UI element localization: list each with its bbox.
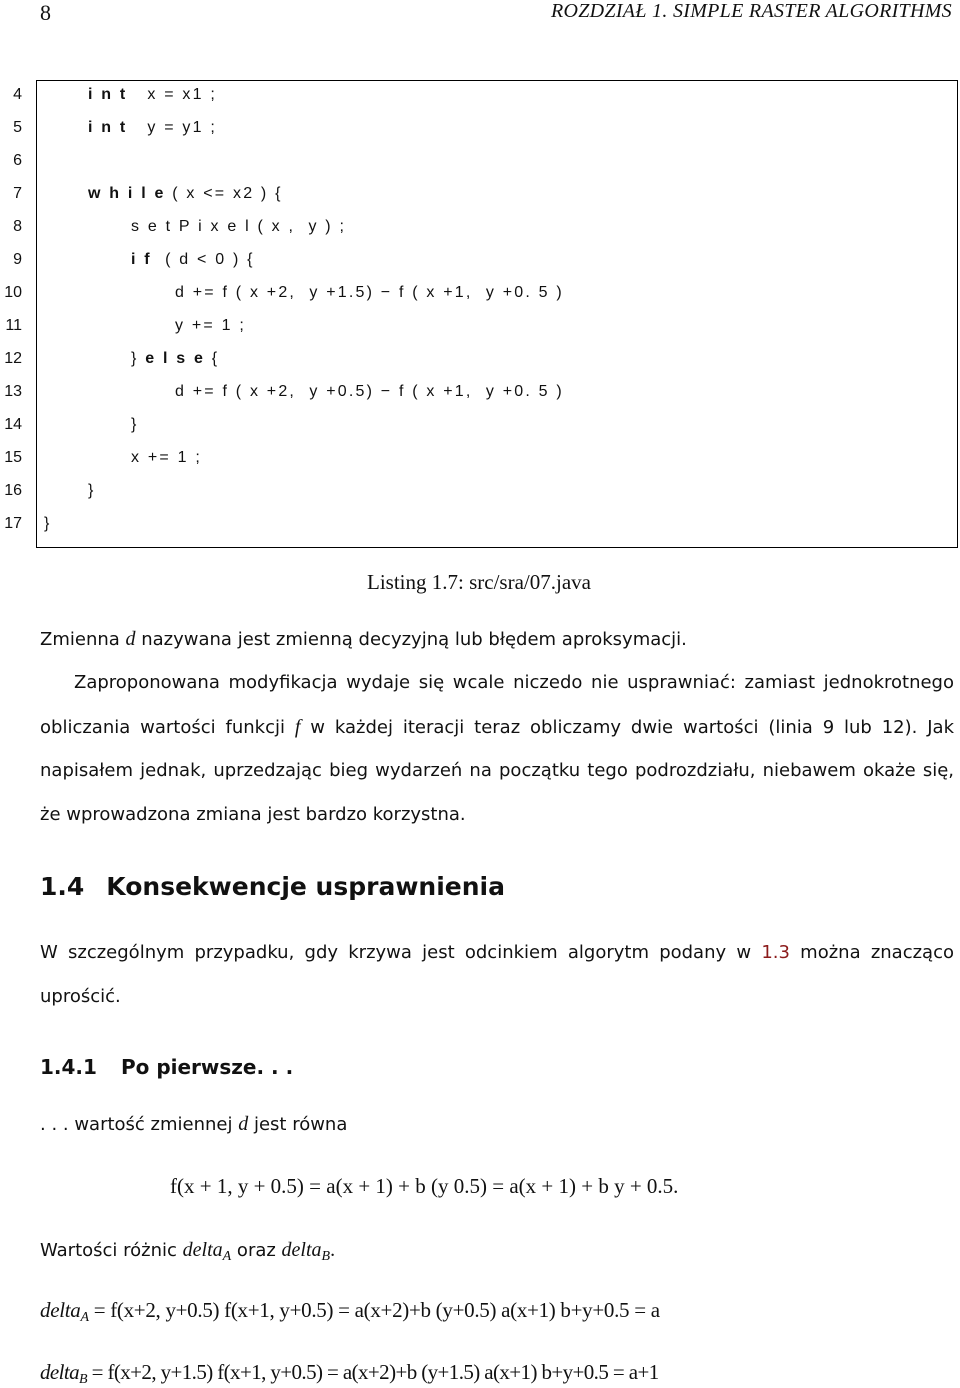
text: jest równa [248, 1114, 348, 1135]
equation-delta-a: delta$_A$ = f(x+2, y+0.5) f(x+1, y+0.5) = a(x+2)+b (y+0.5) a(x+1) b+y+0.5 = a [40, 1298, 660, 1325]
line-number: 4 [13, 86, 22, 103]
code-line [0, 478, 960, 511]
text: oraz [231, 1240, 282, 1261]
line-number: 7 [13, 185, 22, 202]
text: uprościć. [40, 986, 121, 1007]
code-line [0, 511, 960, 544]
line-number: 16 [4, 482, 22, 499]
code-text: d += f ( x +2, y +1.5) − f ( x +1, y +0. 5 ) [175, 284, 564, 301]
code-line [0, 280, 960, 313]
code-keyword: i n t [88, 119, 128, 136]
paragraph-line-4 [40, 793, 954, 837]
text: obliczania wartości funkcji [40, 717, 295, 738]
subsection-intro [40, 1102, 954, 1147]
line-number: 8 [13, 218, 22, 235]
equation-f-value: f(x + 1, y + 0.5) = a(x + 1) + b (y 0.5) = a(x + 1) + b y + 0.5. [170, 1174, 679, 1198]
code-line [0, 115, 960, 148]
text: nazywana jest zmienną decyzyjną lub błędem aproksymacji. [135, 629, 687, 650]
code-text: s e t P i x e l ( x , y ) ; [131, 218, 347, 235]
code-line [0, 82, 960, 115]
text: w każdej iteracji teraz obliczamy dwie wartości (linia 9 lub 12). Jak [300, 717, 954, 738]
text: Zmienna [40, 629, 126, 650]
code-text: d += f ( x +2, y +0.5) − f ( x +1, y +0. 5 ) [175, 383, 564, 400]
paragraph-decision-variable [40, 617, 954, 662]
code-line [0, 181, 960, 214]
listing-caption: Listing 1.7: src/sra/07.java [367, 570, 591, 594]
page-number: 8 [40, 0, 51, 25]
code-text: } [131, 416, 139, 433]
line-number: 9 [13, 251, 22, 268]
text: napisałem jednak, uprzedzając bieg wydarzeń na początku tego podrozdziału, niebawem okaże się, [40, 760, 954, 781]
section-paragraph-line-1 [40, 931, 954, 975]
subsection-title: Po pierwsze. . . [120, 1055, 294, 1079]
line-number: 12 [4, 350, 22, 367]
code-text: w h i l e ( x <= x2 ) { [88, 185, 283, 202]
code-line [0, 412, 960, 445]
code-text: i f ( d < 0 ) { [131, 251, 255, 268]
text: Zaproponowana modyfikacja wydaje się wcale niczedo nie usprawniać: zamiast jednokrotnego [74, 672, 954, 693]
code-line [0, 247, 960, 280]
code-text: i n t x = x1 ; [88, 86, 217, 103]
line-number: 6 [13, 152, 22, 169]
line-number: 17 [4, 515, 22, 532]
section-heading [40, 872, 505, 901]
code-text: i n t y = y1 ; [88, 119, 217, 136]
line-number: 13 [4, 383, 22, 400]
math-var: f [294, 716, 301, 738]
math-var: d [238, 1113, 249, 1135]
code-line [0, 445, 960, 478]
math-delta-a: delta$_A$ [182, 1239, 232, 1264]
text: W szczególnym przypadku, gdy krzywa jest odcinkiem algorytm podany w [40, 942, 762, 963]
section-paragraph-line-2 [40, 975, 954, 1019]
section-title: Konsekwencje usprawnienia [106, 872, 505, 901]
code-keyword: i f [131, 251, 152, 268]
code-text: x += 1 ; [131, 449, 202, 466]
text: . [330, 1239, 336, 1261]
paragraph-line-2 [40, 705, 954, 750]
text: że wprowadzona zmiana jest bardzo korzystna. [40, 804, 466, 825]
line-number: 5 [13, 119, 22, 136]
code-keyword: e l s e [145, 350, 206, 367]
line-number: 14 [4, 416, 22, 433]
paragraph-line-3 [40, 749, 954, 793]
section-reference-link[interactable]: 1.3 [761, 942, 790, 963]
code-line [0, 379, 960, 412]
code-keyword: i n t [88, 86, 128, 103]
code-line [0, 148, 960, 181]
chapter-header: ROZDZIAŁ 1. SIMPLE RASTER ALGORITHMS [551, 0, 952, 22]
subsection-heading [40, 1055, 293, 1079]
line-number: 15 [4, 449, 22, 466]
code-text: } e l s e { [131, 350, 220, 367]
delta-intro [40, 1228, 954, 1273]
math-var: d [125, 628, 136, 650]
code-text: } [44, 515, 52, 532]
code-text: y += 1 ; [175, 317, 246, 334]
code-text: } [88, 482, 96, 499]
text: Wartości różnic [40, 1240, 183, 1261]
subsection-number: 1.4.1 [40, 1055, 97, 1079]
code-line [0, 346, 960, 379]
text: . . . wartość zmiennej [40, 1114, 239, 1135]
code-line [0, 214, 960, 247]
math-delta-b: delta$_B$ [281, 1239, 331, 1264]
line-number: 11 [5, 317, 22, 334]
code-line [0, 313, 960, 346]
text: można znacząco [789, 942, 954, 963]
line-number: 10 [4, 284, 22, 301]
equation-delta-b: delta$_B$ = f(x+2, y+1.5) f(x+1, y+0.5) = a(x+2)+b (y+1.5) a(x+1) b+y+0.5 = a+1 [40, 1360, 659, 1387]
code-keyword: w h i l e [88, 185, 166, 202]
section-number: 1.4 [40, 872, 85, 901]
paragraph-line-1 [40, 661, 954, 705]
